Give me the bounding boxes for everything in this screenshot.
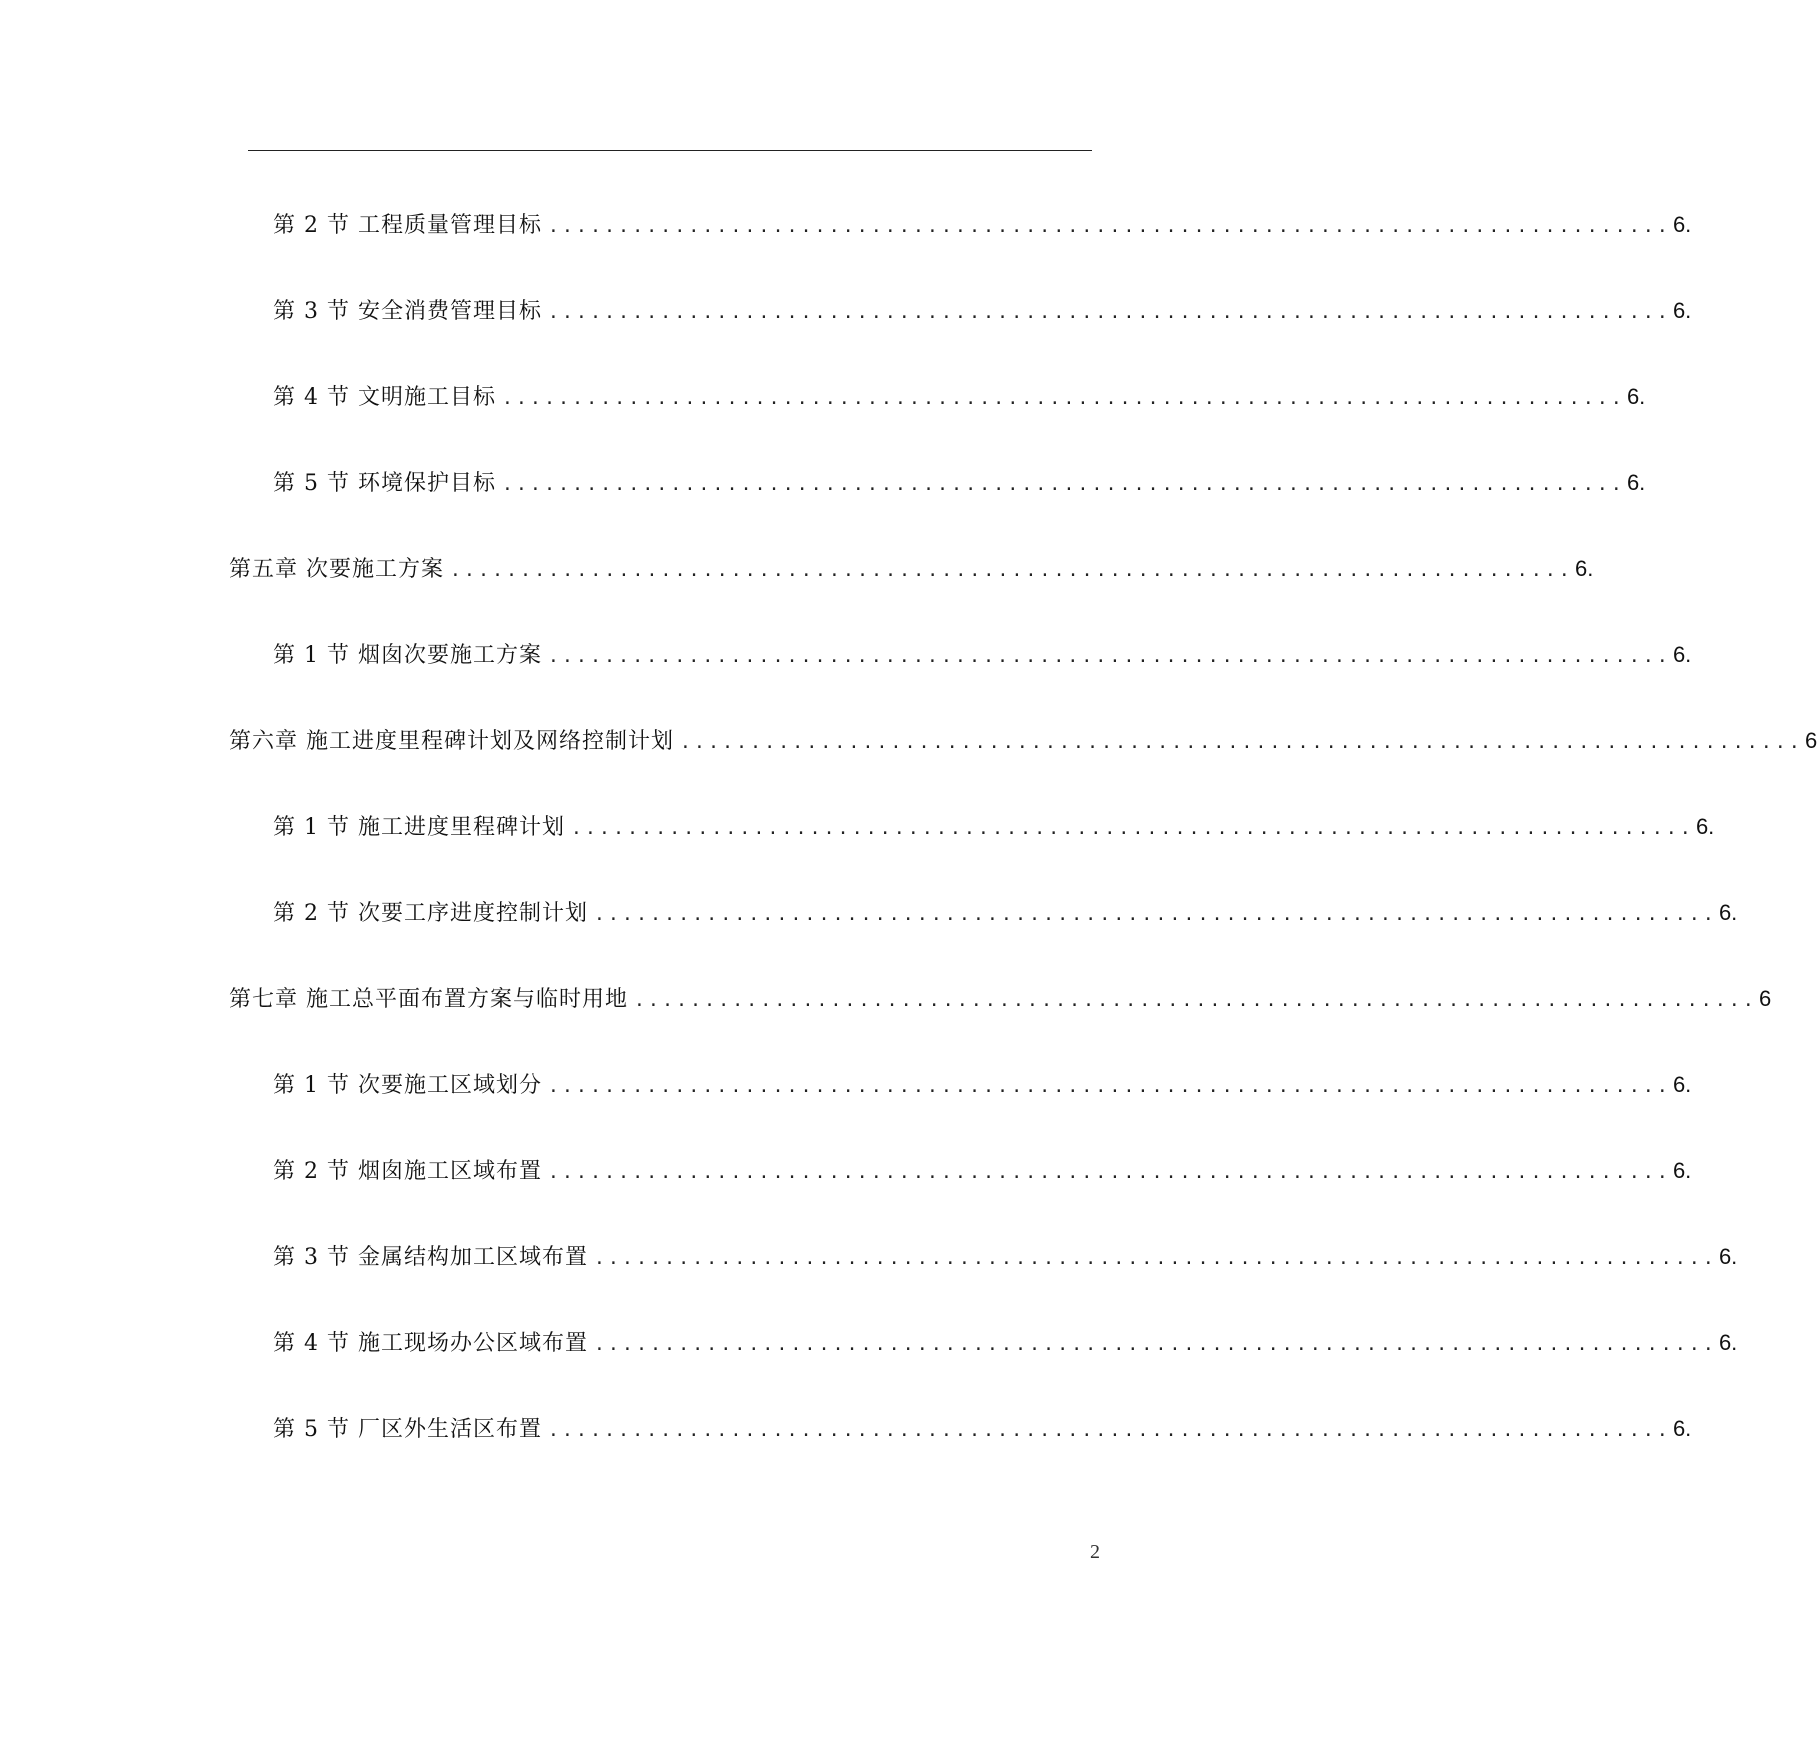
toc-page-number: 6. — [1718, 1244, 1738, 1269]
toc-page-number: 6. — [1718, 900, 1738, 925]
toc-entry-label: 第 5 节 厂区外生活区布置 — [273, 1417, 542, 1442]
toc-page-number: 6 — [1804, 728, 1817, 753]
toc-page-number: 6. — [1672, 1072, 1692, 1097]
toc-entry[interactable] — [273, 1326, 1738, 1360]
toc-entry[interactable] — [273, 810, 1715, 844]
toc-entry[interactable] — [273, 1240, 1738, 1274]
toc-page-number: 6 — [1758, 986, 1772, 1011]
toc-entry[interactable] — [273, 208, 1692, 242]
toc-page-number: 6. — [1672, 1416, 1692, 1441]
toc-dot-leader: ................................................................................ — [547, 646, 1671, 667]
toc-dot-leader: ................................................................................ — [547, 1162, 1671, 1183]
toc-page-number: 6. — [1695, 814, 1715, 839]
toc-page-number: 6. — [1672, 298, 1692, 323]
toc-page-number: 6. — [1626, 384, 1646, 409]
toc-entry-label: 第六章 施工进度里程碑计划及网络控制计划 — [229, 729, 674, 754]
toc-chapter-entry[interactable] — [229, 552, 1594, 586]
toc-dot-leader: ................................................................................ — [593, 1334, 1717, 1355]
toc-entry-label: 第 2 节 工程质量管理目标 — [273, 213, 542, 238]
toc-dot-leader: ................................................................................ — [501, 388, 1625, 409]
toc-entry[interactable] — [273, 466, 1646, 500]
toc-page-number: 6. — [1574, 556, 1594, 581]
toc-page-number: 6. — [1626, 470, 1646, 495]
toc-entry[interactable] — [273, 896, 1738, 930]
toc-dot-leader: ................................................................................ — [450, 560, 1573, 581]
toc-entry[interactable] — [273, 1068, 1692, 1102]
toc-dot-leader: ................................................................................ — [593, 1248, 1717, 1269]
toc-dot-leader: ................................................................................ — [570, 818, 1694, 839]
toc-dot-leader: ................................................................................ — [680, 732, 1803, 753]
toc-entry-label: 第 2 节 次要工序进度控制计划 — [273, 901, 588, 926]
toc-entry-label: 第七章 施工总平面布置方案与临时用地 — [229, 987, 628, 1012]
toc-dot-leader: ................................................................................ — [547, 1076, 1671, 1097]
toc-page-number: 6. — [1718, 1330, 1738, 1355]
toc-page-number: 6. — [1672, 1158, 1692, 1183]
toc-entry-label: 第 5 节 环境保护目标 — [273, 471, 496, 496]
toc-dot-leader: ................................................................................ — [547, 216, 1671, 237]
toc-chapter-entry[interactable] — [229, 724, 1817, 758]
toc-dot-leader: ................................................................................ — [547, 1420, 1671, 1441]
toc-page-number: 6. — [1672, 212, 1692, 237]
toc-entry[interactable] — [273, 380, 1646, 414]
toc-entry[interactable] — [273, 1154, 1692, 1188]
toc-entry-label: 第 4 节 施工现场办公区域布置 — [273, 1331, 588, 1356]
toc-entry[interactable] — [273, 294, 1692, 328]
toc-entry-label: 第 3 节 金属结构加工区域布置 — [273, 1245, 588, 1270]
toc-entry-label: 第 3 节 安全消费管理目标 — [273, 299, 542, 324]
toc-entry-label: 第 1 节 烟囱次要施工方案 — [273, 643, 542, 668]
toc-entry-label: 第 4 节 文明施工目标 — [273, 385, 496, 410]
toc-chapter-entry[interactable] — [229, 982, 1772, 1016]
toc-entry-label: 第五章 次要施工方案 — [229, 557, 444, 582]
toc-entry-label: 第 1 节 施工进度里程碑计划 — [273, 815, 565, 840]
toc-dot-leader: ................................................................................ — [593, 904, 1717, 925]
toc-entry-label: 第 1 节 次要施工区域划分 — [273, 1073, 542, 1098]
toc-page-number: 6. — [1672, 642, 1692, 667]
toc-entry[interactable] — [273, 1412, 1692, 1446]
toc-dot-leader: ................................................................................ — [547, 302, 1671, 323]
toc-entry-label: 第 2 节 烟囱施工区域布置 — [273, 1159, 542, 1184]
toc-dot-leader: ................................................................................ — [634, 990, 1757, 1011]
toc-dot-leader: ................................................................................ — [501, 474, 1625, 495]
page-number: 2 — [1090, 1541, 1100, 1563]
toc-entry[interactable] — [273, 638, 1692, 672]
